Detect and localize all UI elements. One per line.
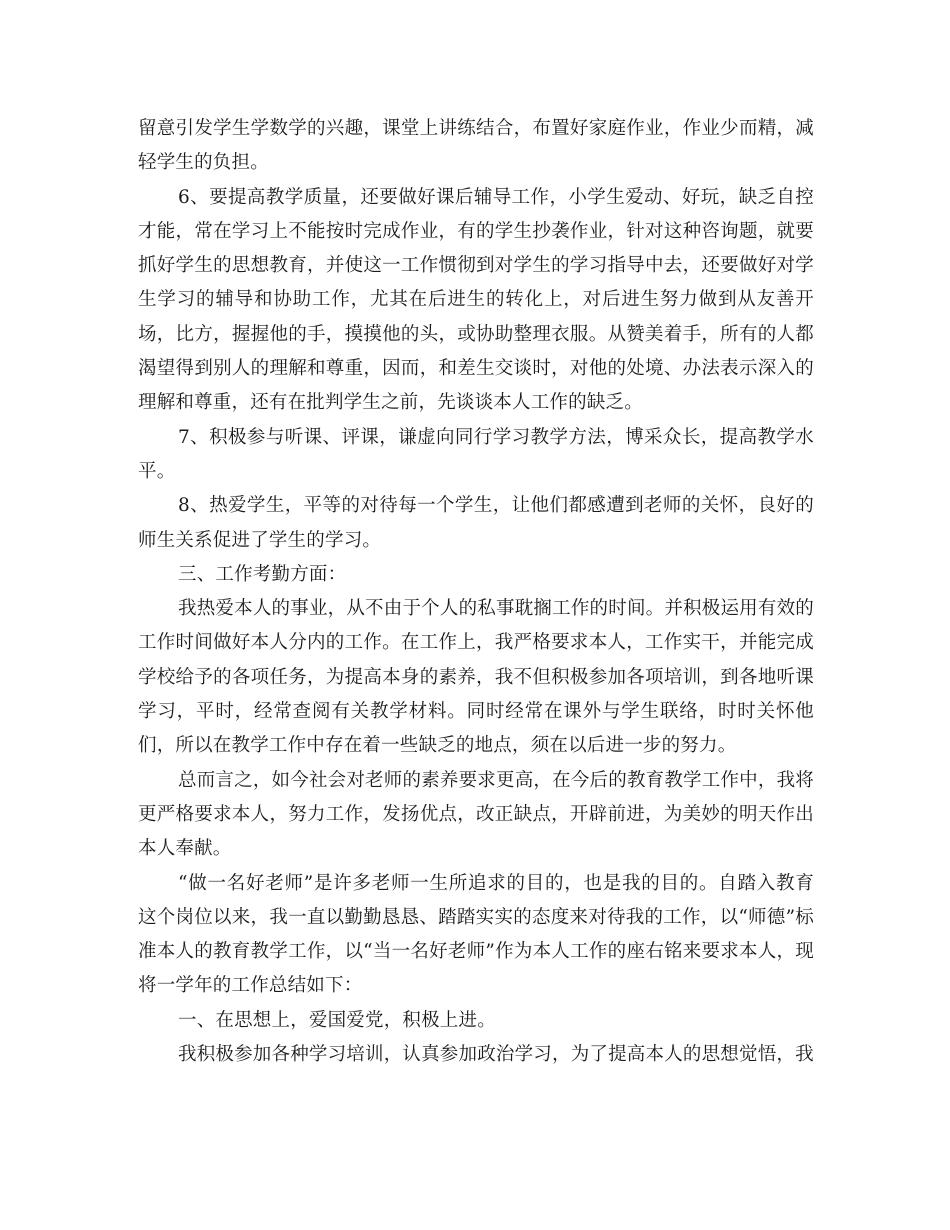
paragraph: 7、积极参与听课、评课，谦虚向同行学习教学方法，博采众长，提高教学水平。 bbox=[138, 426, 814, 482]
paragraph: “做一名好老师”是许多老师一生所追求的目的，也是我的目的。自踏入教育这个岗位以来，我一直以勤勤恳恳、踏踏实实的态度来对待我的工作，以“师德”标准本人的教育教学工作，以“当一名好老师”作为本人工作的座右铭来要求本人，现将一学年的工作总结如下： bbox=[138, 872, 814, 997]
paragraph: 总而言之，如今社会对老师的素养要求更高，在今后的教育教学工作中，我将更严格要求本人，努力工作，发扬优点，改正缺点，开辟前进，为美妙的明天作出本人奉献。 bbox=[138, 769, 814, 860]
paragraph: 我积极参加各种学习培训，认真参加政治学习，为了提高本人的思想觉悟，我 bbox=[178, 1044, 814, 1066]
paragraph: 6、要提高教学质量，还要做好课后辅导工作，小学生爱动、好玩，缺乏自控才能，常在学习上不能按时完成作业，有的学生抄袭作业，针对这种咨询题，就要抓好学生的思想教育，并使这一工作惯彻到对学生的学习指导中去，还要做好对学生学习的辅导和协助工作，尤其在后进生的转化上，对后进生努力做到从友善开场，比方，握握他的手，摸摸他的头，或协助整理衣服。从赞美着手，所有的人都渴望得到别人的理解和尊重，因而，和差生交谈时，对他的处境、办法表示深入的理解和尊重，还有在批判学生之前，先谈谈本人工作的缺乏。 bbox=[138, 186, 814, 414]
paragraph: 留意引发学生学数学的兴趣，课堂上讲练结合，布置好家庭作业，作业少而精，减轻学生的负担。 bbox=[138, 118, 814, 174]
paragraph: 8、热爱学生，平等的对待每一个学生，让他们都感遭到老师的关怀，良好的师生关系促进了学生的学习。 bbox=[138, 495, 814, 551]
document-body bbox=[138, 112, 814, 1072]
section-heading: 一、在思想上，爱国爱党，积极上进。 bbox=[178, 1009, 496, 1031]
paragraph: 我热爱本人的事业，从不由于个人的私事耽搁工作的时间。并积极运用有效的工作时间做好本人分内的工作。在工作上，我严格要求本人，工作实干，并能完成学校给予的各项任务，为提高本身的素养，我不但积极参加各项培训，到各地听课学习，平时，经常查阅有关教学材料。同时经常在课外与学生联络，时时关怀他们，所以在教学工作中存在着一些缺乏的地点，须在以后进一步的努力。 bbox=[138, 598, 814, 757]
section-heading: 三、工作考勤方面： bbox=[178, 563, 347, 585]
